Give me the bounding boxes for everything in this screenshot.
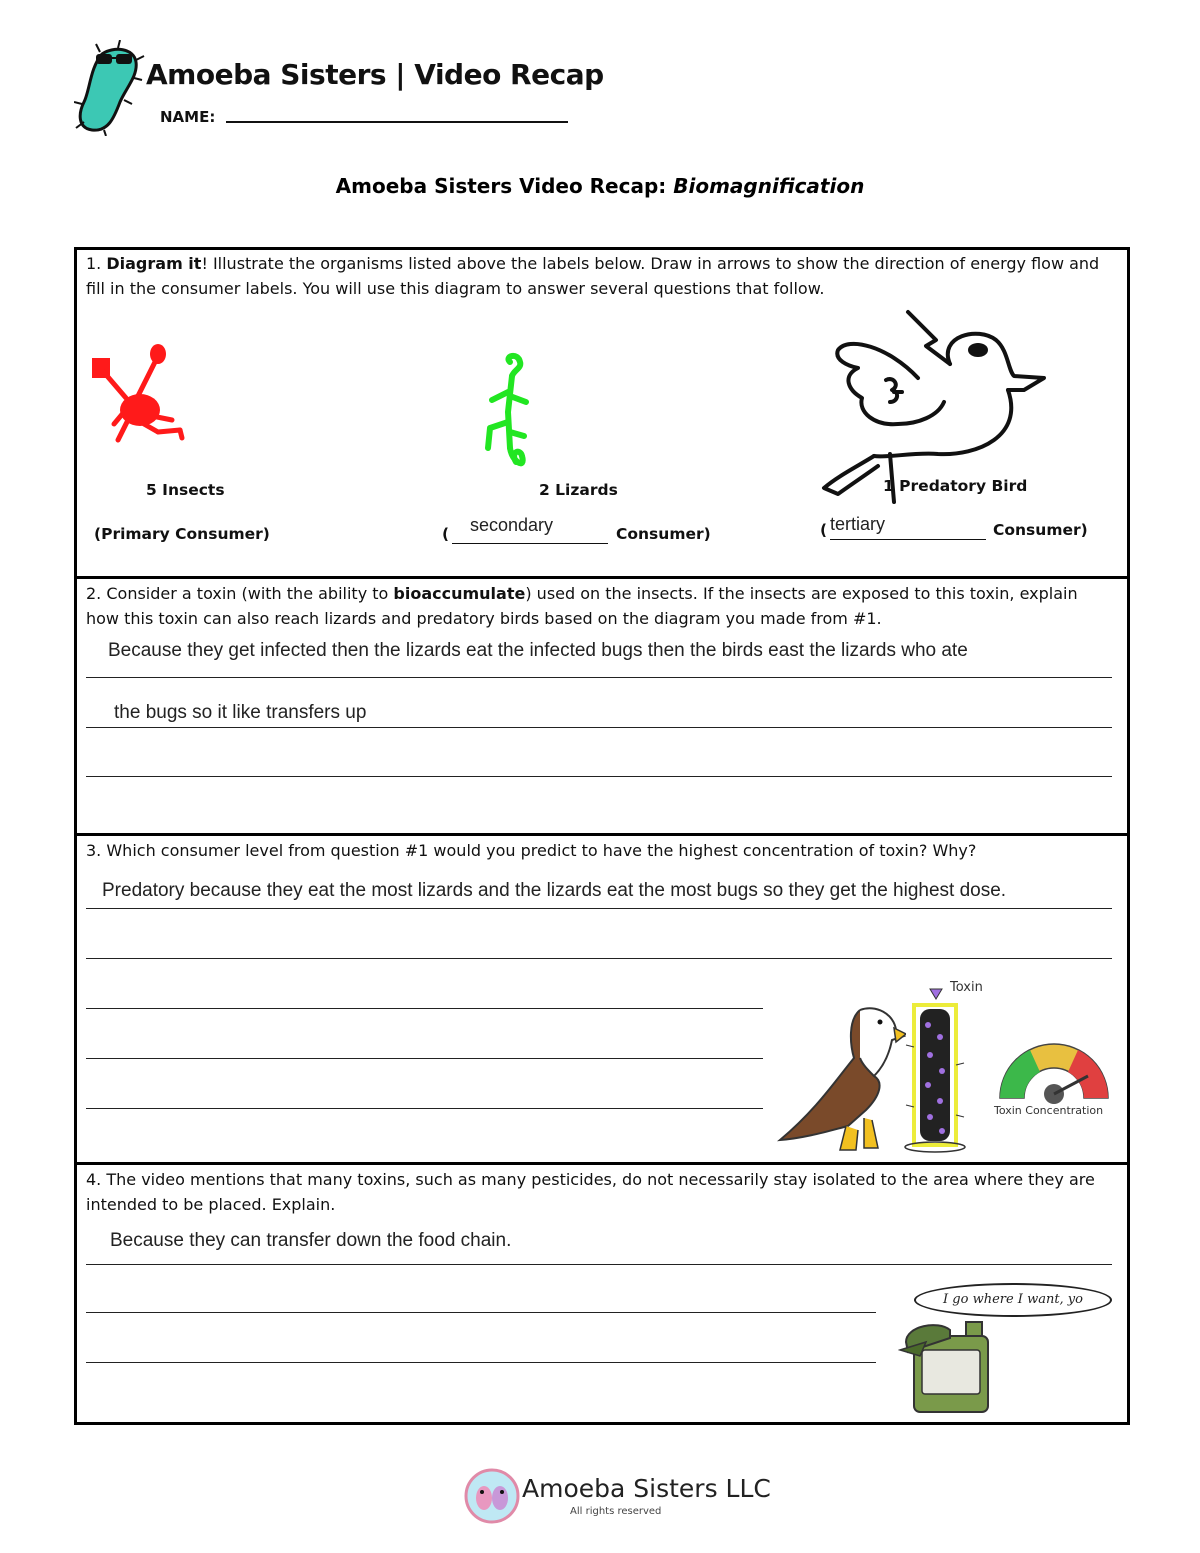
q2-answer-line-1: Because they get infected then the lizards eat the infected bugs then the birds east the lizards who ate [108,640,968,661]
section-divider [74,1162,1127,1165]
q4-answer-rule[interactable] [86,1264,1112,1265]
q3-text: Which consumer level from question #1 would you predict to have the highest concentration of toxin? Why? [106,841,977,860]
section-divider [74,833,1127,836]
q3-answer-rule[interactable] [86,958,1112,959]
q2-number: 2. [86,584,102,603]
question-3 [86,839,1111,864]
amoeba-sisters-logo [464,1468,520,1524]
lizards-open-paren: ( [442,525,450,543]
q4-number: 4. [86,1170,102,1189]
q3-answer-rule[interactable] [86,1008,763,1009]
pesticide-jug-icon [898,1312,998,1416]
footer-company: Amoeba Sisters LLC [522,1474,771,1503]
name-field[interactable] [226,121,568,123]
title-prefix: Amoeba Sisters Video Recap: [335,174,674,198]
q3-number: 3. [86,841,102,860]
q3-answer-rule[interactable] [86,1058,763,1059]
q1-text: ! Illustrate the organisms listed above the labels below. Draw in arrows to show the direction of energy flow and fill in the consumer labels. You will use this diagram to answer several questions that follow. [86,254,1100,298]
insects-label: 5 Insects [146,481,225,499]
insects-consumer-level: (Primary Consumer) [94,525,270,543]
q4-answer-rule[interactable] [86,1312,876,1313]
lizards-label: 2 Lizards [539,481,618,499]
name-label: NAME: [160,108,216,126]
lizards-consumer-value: secondary [470,515,554,535]
q3-answer-rule[interactable] [86,1108,763,1109]
toxin-column-icon [900,985,970,1155]
lizards-consumer-suffix: Consumer) [616,525,711,543]
q3-answer-rule[interactable] [86,908,1112,909]
bird-label: 1 Predatory Bird [883,477,1028,495]
question-1 [86,252,1111,301]
title-topic: Biomagnification [673,174,865,198]
q4-answer-line-1: Because they can transfer down the food chain. [110,1230,512,1251]
bird-drawing [818,306,1050,506]
toxin-label: Toxin [950,980,983,995]
brand-title: Amoeba Sisters | Video Recap [146,58,604,91]
footer-rights: All rights reserved [570,1506,662,1517]
bird-consumer-value: tertiary [830,514,886,534]
q2-text-b: ) used on the insects. If the insects are exposed to this toxin, explain how this toxin can also reach lizards and predatory birds based on the diagram you made from #1. [86,584,1078,628]
section-divider [74,576,1127,579]
toxin-gauge-label: Toxin Concentration [994,1104,1104,1117]
toxin-gauge-icon [994,1038,1114,1104]
lizard-drawing [480,352,540,482]
q2-text-a: Consider a toxin (with the ability to [106,584,394,603]
bird-open-paren: ( [820,521,828,539]
q2-answer-rule[interactable] [86,727,1112,728]
q4-text: The video mentions that many toxins, such as many pesticides, do not necessarily stay isolated to the area where they are intended to be placed. Explain. [86,1170,1095,1214]
page-title [0,174,1200,198]
question-2 [86,582,1111,631]
q1-lead: Diagram it [106,254,202,273]
q3-answer-line-1: Predatory because they eat the most lizards and the lizards eat the most bugs so they get the highest dose. [102,880,1007,901]
amoeba-mascot-icon [74,40,146,136]
q4-answer-rule[interactable] [86,1362,876,1363]
q2-bold-term: bioaccumulate [393,584,526,603]
q2-answer-rule[interactable] [86,677,1112,678]
q2-answer-line-2: the bugs so it like transfers up [114,702,367,723]
q2-answer-rule[interactable] [86,776,1112,777]
q1-number: 1. [86,254,102,273]
eagle-icon [776,1000,906,1156]
bird-consumer-suffix: Consumer) [993,521,1088,539]
insect-drawing [88,340,188,450]
speech-bubble: I go where I want, yo [914,1283,1112,1317]
question-4 [86,1168,1111,1217]
